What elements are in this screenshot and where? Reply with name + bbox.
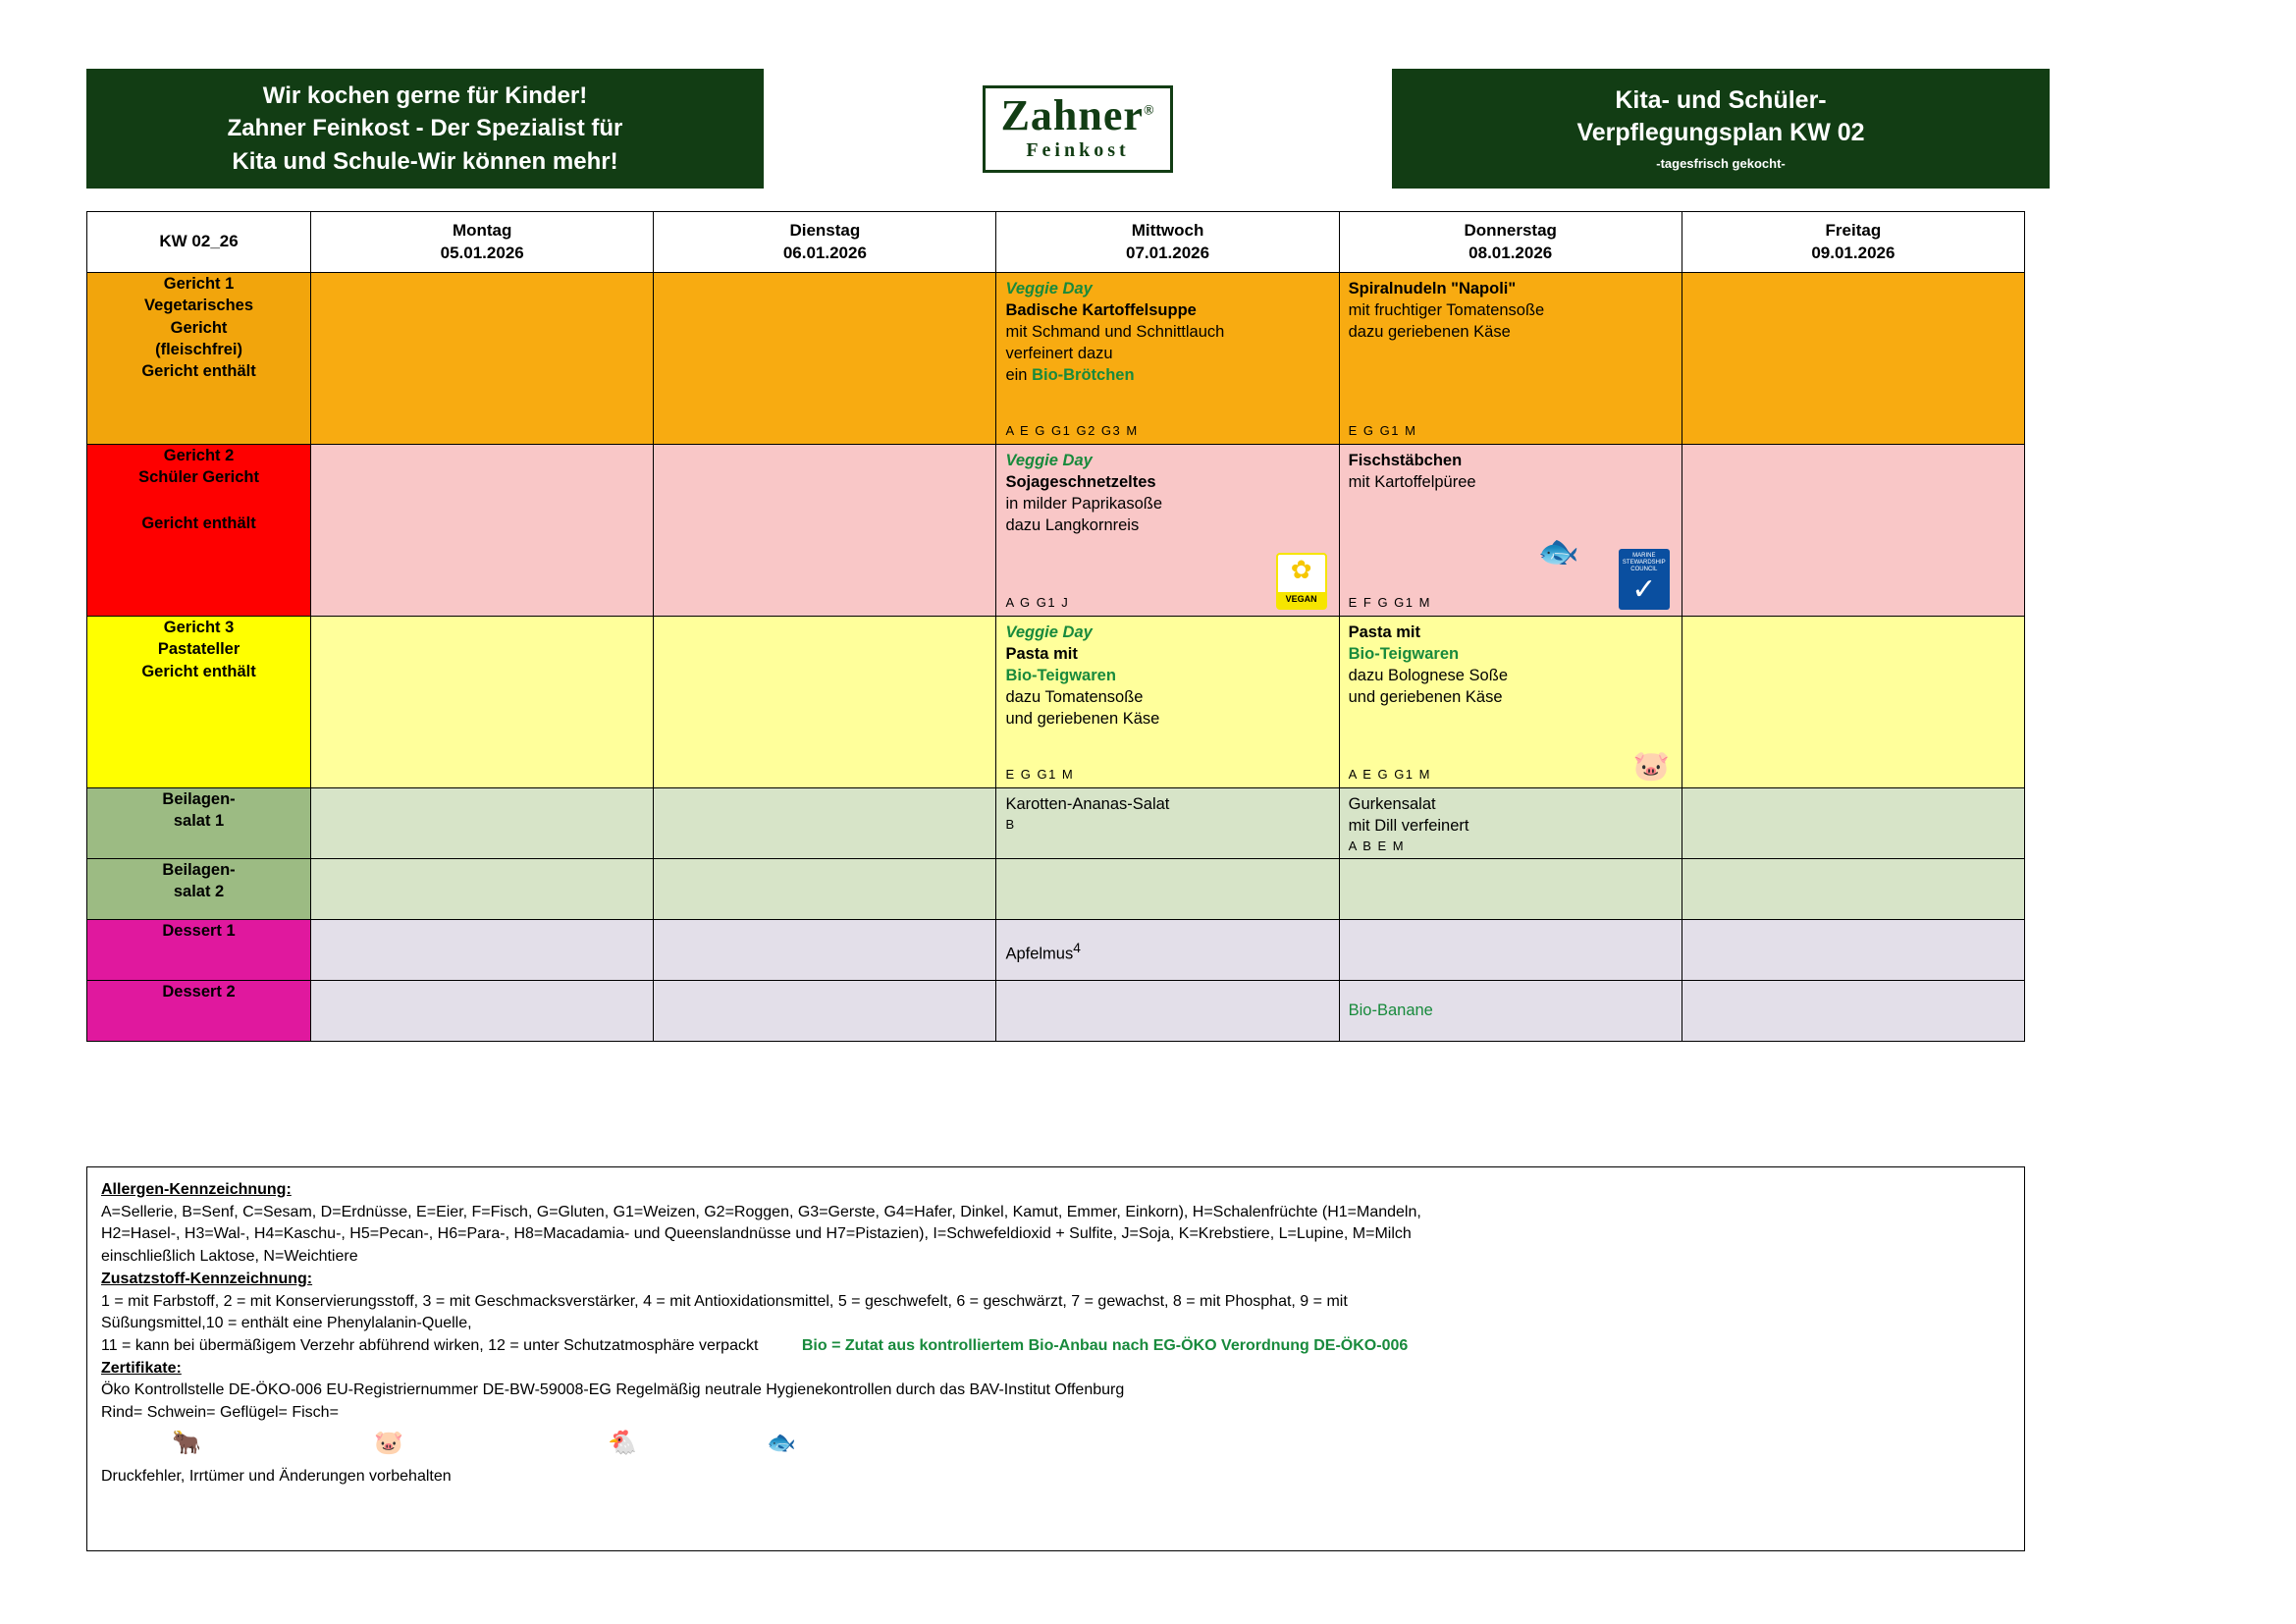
dish-detail-line: mit Schmand und Schnittlauch: [1005, 322, 1225, 341]
bio-item-label: Bio-Teigwaren: [1348, 644, 1460, 663]
cell-gericht3-montag: [311, 617, 654, 788]
day-date-montag: 05.01.2026: [440, 243, 524, 262]
cell-gericht2-mittwoch: [996, 445, 1339, 617]
dish-name: Sojageschnetzeltes: [1005, 472, 1156, 491]
allergen-codes: A E G G1 G2 G3 M: [1005, 422, 1139, 438]
dish-detail-line: in milder Paprikasoße: [1005, 494, 1163, 513]
page-header: [86, 69, 2050, 189]
page-title-subtitle: -tagesfrisch gekocht-: [1656, 156, 1786, 172]
day-name-freitag: Freitag: [1825, 220, 1882, 240]
pig-icon: 🐷: [374, 1429, 403, 1456]
row-label-gericht-2: [87, 445, 311, 617]
cell-dessert1-dienstag: [654, 920, 996, 981]
row-dessert-2: [87, 981, 2025, 1042]
msc-badge-text: MARINE STEWARDSHIP COUNCIL: [1622, 553, 1666, 572]
veggie-day-tag: Veggie Day: [1005, 623, 1093, 641]
dish-detail-line: und geriebenen Käse: [1005, 709, 1160, 728]
salad-detail-line: mit Dill verfeinert: [1348, 816, 1469, 835]
certificates-title: Zertifikate:: [101, 1359, 182, 1377]
cell-salat1-dienstag: [654, 788, 996, 859]
day-date-freitag: 09.01.2026: [1811, 243, 1896, 262]
allergen-legend-line-3: einschließlich Laktose, N=Weichtiere: [101, 1248, 358, 1266]
cell-salat1-donnerstag: [1339, 788, 1682, 859]
dish-detail-line: verfeinert dazu: [1005, 344, 1113, 362]
row-label-gericht-1-line4: (fleischfrei): [155, 340, 243, 358]
allergen-codes: E G G1 M: [1005, 766, 1075, 782]
dessert-name: Bio-Banane: [1348, 1001, 1433, 1020]
cell-gericht1-montag: [311, 273, 654, 445]
leaf-icon: ✿: [1290, 555, 1312, 584]
cell-gericht1-dienstag: [654, 273, 996, 445]
cell-salat2-mittwoch: [996, 859, 1339, 920]
cell-gericht1-donnerstag: [1339, 273, 1682, 445]
header-slogan-line-3: Kita und Schule-Wir können mehr!: [232, 147, 618, 175]
fish-icon: 🐟: [1537, 533, 1579, 570]
cell-gericht2-dienstag: [654, 445, 996, 617]
allergen-codes: A E G G1 M: [1348, 766, 1431, 782]
week-label-cell: KW 02_26: [87, 212, 311, 273]
dish-detail-line: und geriebenen Käse: [1348, 687, 1503, 706]
allergen-legend-line-1: A=Sellerie, B=Senf, C=Sesam, D=Erdnüsse, E=Eier, F=Fisch, G=Gluten, G1=Weizen, G2=Roggen, G3=Gerste, G4=Hafer, Dinkel, Kamut, Emmer, Einkorn), H=Schalenfrüchte (H1=Mandeln,: [101, 1203, 1421, 1220]
cell-salat1-mittwoch: [996, 788, 1339, 859]
veggie-day-tag: Veggie Day: [1005, 280, 1093, 298]
cell-gericht3-mittwoch: [996, 617, 1339, 788]
logo-frame: [983, 85, 1174, 173]
dish-name: Fischstäbchen: [1348, 452, 1463, 469]
row-label-gericht-3-line1: Gericht 3: [163, 619, 235, 636]
dish-detail-line: dazu Tomatensoße: [1005, 687, 1144, 706]
cell-dessert1-montag: [311, 920, 654, 981]
row-label-gericht-1-line5: Gericht enthält: [141, 362, 256, 381]
salad-name: Gurkensalat: [1348, 795, 1436, 813]
company-logo: [935, 69, 1220, 189]
day-header-donnerstag: [1339, 212, 1682, 273]
row-label-gericht-3-line3: Gericht enthält: [141, 662, 256, 680]
allergen-codes: E F G G1 M: [1348, 594, 1431, 610]
dish-detail-line: dazu Langkornreis: [1005, 515, 1140, 534]
day-date-donnerstag: 08.01.2026: [1468, 243, 1553, 262]
cell-dessert1-freitag: [1682, 920, 2024, 981]
allergen-legend-title: Allergen-Kennzeichnung:: [101, 1181, 292, 1198]
vegan-label-icon: [1276, 553, 1327, 610]
row-label-gericht-1: [87, 273, 311, 445]
cell-salat2-donnerstag: [1339, 859, 1682, 920]
row-label-dessert-1: Dessert 1: [87, 920, 311, 981]
cow-icon: 🐂: [172, 1429, 201, 1456]
dish-detail-prefix: ein: [1005, 365, 1033, 384]
table-header-row: [87, 212, 2025, 273]
logo-subtitle: Feinkost: [1026, 138, 1130, 161]
cell-salat2-montag: [311, 859, 654, 920]
row-beilagensalat-1: [87, 788, 2025, 859]
day-header-freitag: [1682, 212, 2024, 273]
day-header-mittwoch: [996, 212, 1339, 273]
cell-salat1-montag: [311, 788, 654, 859]
additive-legend-line-3-text: 11 = kann bei übermäßigem Verzehr abführend wirken, 12 = unter Schutzatmosphäre verpackt: [101, 1337, 759, 1355]
cell-salat2-freitag: [1682, 859, 2024, 920]
header-slogan-line-1: Wir kochen gerne für Kinder!: [262, 82, 588, 110]
allergen-codes: A B E M: [1348, 838, 1406, 853]
dish-detail-line: dazu Bolognese Soße: [1348, 666, 1508, 684]
additive-legend-line-1: 1 = mit Farbstoff, 2 = mit Konservierungsstoff, 3 = mit Geschmacksverstärker, 4 = mit Antioxidationsmittel, 5 = geschwefelt, 6 = geschwärzt, 7 = gewachst, 8 = mit Phosphat, 9 = mit: [101, 1292, 1348, 1310]
additive-legend-line-3: [101, 1335, 2010, 1358]
logo-wordmark-text: Zahner: [1000, 90, 1144, 139]
cell-gericht3-freitag: [1682, 617, 2024, 788]
dish-name: Badische Kartoffelsuppe: [1005, 300, 1197, 319]
weekly-menu-table: [86, 211, 2025, 1042]
salad-name: Karotten-Ananas-Salat: [1005, 795, 1170, 813]
cell-gericht3-dienstag: [654, 617, 996, 788]
cell-dessert2-dienstag: [654, 981, 996, 1042]
dish-name: Pasta mit: [1005, 644, 1078, 663]
dish-detail-line: [1005, 365, 1330, 387]
day-name-donnerstag: Donnerstag: [1464, 220, 1557, 240]
additive-legend-line-2: Süßungsmittel,10 = enthält eine Phenylalanin-Quelle,: [101, 1315, 472, 1332]
day-header-montag: [311, 212, 654, 273]
allergen-codes: A G G1 J: [1005, 594, 1070, 610]
cell-dessert2-donnerstag: [1339, 981, 1682, 1042]
fish-icon: 🐟: [767, 1429, 796, 1456]
registered-trademark-icon: ®: [1143, 102, 1155, 118]
row-label-gericht-2-line1: Gericht 2: [163, 447, 235, 464]
cell-gericht2-montag: [311, 445, 654, 617]
disclaimer-text: Druckfehler, Irrtümer und Änderungen vorbehalten: [101, 1467, 452, 1485]
meat-icon-row: [101, 1427, 2010, 1466]
row-label-gericht-1-line3: Gericht: [170, 318, 228, 337]
cell-gericht2-freitag: [1682, 445, 2024, 617]
row-label-dessert-2: Dessert 2: [87, 981, 311, 1042]
row-label-beilagensalat-2: [87, 859, 311, 920]
dish-detail-line: mit Kartoffelpüree: [1348, 472, 1476, 491]
day-name-dienstag: Dienstag: [789, 220, 861, 240]
chicken-icon: 🐔: [608, 1429, 637, 1456]
dish-name: Spiralnudeln "Napoli": [1348, 280, 1517, 298]
legend-box: [86, 1166, 2025, 1551]
cell-gericht1-mittwoch: [996, 273, 1339, 445]
day-name-montag: Montag: [452, 220, 512, 240]
cell-dessert2-montag: [311, 981, 654, 1042]
cell-gericht3-donnerstag: [1339, 617, 1682, 788]
certificates-line-1: Öko Kontrollstelle DE-ÖKO-006 EU-Registriernummer DE-BW-59008-EG Regelmäßig neutrale Hygienekontrollen durch das BAV-Institut Offenburg: [101, 1381, 1125, 1399]
row-label-gericht-3: [87, 617, 311, 788]
additive-code: 4: [1073, 941, 1081, 956]
veggie-day-tag: Veggie Day: [1005, 452, 1093, 469]
day-name-mittwoch: Mittwoch: [1131, 220, 1204, 240]
page-title-line-1: Kita- und Schüler-: [1615, 86, 1827, 115]
cell-gericht1-freitag: [1682, 273, 2024, 445]
row-dessert-1: [87, 920, 2025, 981]
cell-dessert1-donnerstag: [1339, 920, 1682, 981]
page-title-line-2: Verpflegungsplan KW 02: [1576, 118, 1865, 146]
additive-legend-title: Zusatzstoff-Kennzeichnung:: [101, 1270, 313, 1287]
row-label-beilagensalat-1: [87, 788, 311, 859]
bio-definition-note: Bio = Zutat aus kontrolliertem Bio-Anbau nach EG-ÖKO Verordnung DE-ÖKO-006: [801, 1337, 1409, 1355]
day-date-dienstag: 06.01.2026: [782, 243, 867, 262]
row-label-gericht-1-line2: Vegetarisches: [144, 297, 254, 315]
row-gericht-3: [87, 617, 2025, 788]
row-label-salat-1-line2: salat 1: [173, 812, 225, 831]
row-gericht-2: [87, 445, 2025, 617]
day-date-mittwoch: 07.01.2026: [1125, 243, 1210, 262]
cell-dessert2-freitag: [1682, 981, 2024, 1042]
pig-icon: 🐷: [1632, 750, 1670, 783]
cell-gericht2-donnerstag: [1339, 445, 1682, 617]
row-label-gericht-2-line3: Gericht enthält: [141, 514, 256, 532]
header-slogan-box: [86, 69, 764, 189]
day-header-dienstag: [654, 212, 996, 273]
cell-dessert1-mittwoch: [996, 920, 1339, 981]
header-slogan-line-2: Zahner Feinkost - Der Spezialist für: [227, 115, 623, 142]
allergen-legend-line-2: H2=Hasel-, H3=Wal-, H4=Kaschu-, H5=Pecan-, H6=Para-, H8=Macadamia- und Queenslandnüsse und H7=Pistazien), I=Schwefeldioxid + Sulfite, J=Soja, K=Krebstiere, L=Lupine, M=Milch: [101, 1225, 1412, 1243]
allergen-codes: E G G1 M: [1348, 422, 1417, 438]
dish-name: Pasta mit: [1348, 623, 1420, 641]
row-label-gericht-1-line1: Gericht 1: [163, 275, 235, 293]
allergen-codes: B: [1005, 816, 1016, 832]
row-gericht-1: [87, 273, 2025, 445]
row-label-gericht-3-line2: Pastateller: [157, 640, 240, 659]
dish-detail-line: dazu geriebenen Käse: [1348, 322, 1511, 341]
dish-detail-line: mit fruchtiger Tomatensoße: [1348, 300, 1545, 319]
header-title-box: [1392, 69, 2050, 189]
meat-icon-legend-line: Rind= Schwein= Geflügel= Fisch=: [101, 1404, 339, 1422]
row-label-gericht-2-line2: Schüler Gericht: [138, 468, 259, 487]
row-label-salat-1-line1: Beilagen-: [162, 790, 236, 808]
row-label-salat-2-line1: Beilagen-: [162, 861, 236, 880]
bio-item-label: Bio-Teigwaren: [1005, 666, 1116, 684]
row-beilagensalat-2: [87, 859, 2025, 920]
logo-wordmark: [1000, 90, 1155, 139]
check-icon: ✓: [1631, 572, 1657, 606]
cell-salat2-dienstag: [654, 859, 996, 920]
msc-certification-icon: [1619, 549, 1670, 610]
dessert-name: Apfelmus: [1005, 945, 1074, 963]
cell-dessert2-mittwoch: [996, 981, 1339, 1042]
vegan-badge-text: VEGAN: [1278, 592, 1325, 608]
bio-item-label: Bio-Brötchen: [1032, 365, 1135, 384]
row-label-salat-2-line2: salat 2: [173, 883, 225, 901]
cell-salat1-freitag: [1682, 788, 2024, 859]
